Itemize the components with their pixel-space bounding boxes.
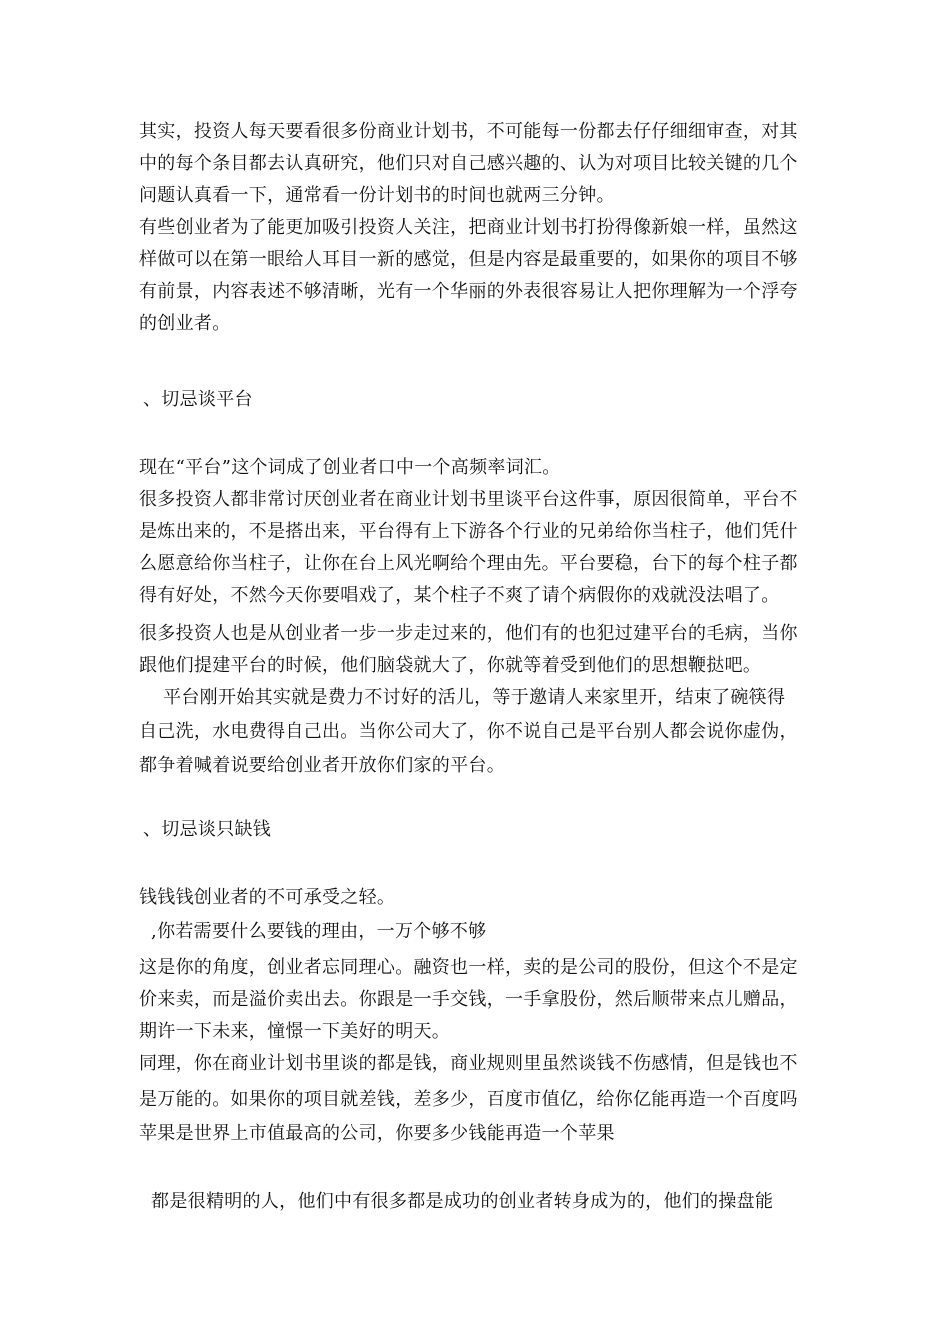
paragraph-line: 得有好处，不然今天你要唱戏了，某个柱子不爽了请个病假你的戏就没法唱了。: [139, 585, 780, 606]
paragraph-line: 期许一下未来，憧憬一下美好的明天。: [139, 1021, 451, 1042]
section-heading-platform: 、切忌谈平台: [143, 389, 253, 410]
paragraph-line: 都争着喊着说要给创业者开放你们家的平台。: [139, 755, 505, 776]
paragraph-line: 钱钱钱创业者的不可承受之轻。: [139, 887, 396, 908]
paragraph-line: 很多投资人都非常讨厌创业者在商业计划书里谈平台这件事，原因很简单，平台不: [139, 489, 798, 510]
paragraph-line: 有些创业者为了能更加吸引投资人关注，把商业计划书打扮得像新娘一样，虽然这: [139, 217, 798, 238]
paragraph-line: 跟他们提建平台的时候，他们脑袋就大了，你就等着受到他们的思想鞭挞吧。: [139, 655, 762, 676]
paragraph-line: 自己洗，水电费得自己出。当你公司大了，你不说自己是平台别人都会说你虚伪，: [139, 721, 798, 742]
paragraph-line: 这是你的角度，创业者忘同理心。融资也一样，卖的是公司的股份，但这个不是定: [139, 957, 798, 978]
paragraph-line: 苹果是世界上市值最高的公司，你要多少钱能再造一个苹果: [139, 1123, 615, 1144]
paragraph-line: 是万能的。如果你的项目就差钱，差多少，百度市值亿，给你亿能再造一个百度吗: [139, 1089, 798, 1110]
paragraph-line: 现在“平台”这个词成了创业者口中一个高频率词汇。: [139, 457, 561, 478]
paragraph-line: 么愿意给你当柱子，让你在台上风光啊给个理由先。平台要稳，台下的每个柱子都: [139, 553, 798, 574]
paragraph-line: 价来卖，而是溢价卖出去。你跟是一手交钱，一手拿股份，然后顺带来点儿赠品，: [139, 989, 798, 1010]
paragraph-line: 有前景，内容表述不够清晰，光有一个华丽的外表很容易让人把你理解为一个浮夸: [139, 281, 798, 302]
paragraph-line: 的创业者。: [139, 313, 231, 334]
paragraph-line: 很多投资人也是从创业者一步一步走过来的，他们有的也犯过建平台的毛病，当你: [139, 623, 798, 644]
paragraph-line: 其实，投资人每天要看很多份商业计划书，不可能每一份都去仔仔细细审查，对其: [139, 121, 798, 142]
paragraph-line: 样做可以在第一眼给人耳目一新的感觉，但是内容是最重要的，如果你的项目不够: [139, 249, 798, 270]
paragraph-line: 是炼出来的，不是搭出来，平台得有上下游各个行业的兄弟给你当柱子，他们凭什: [139, 521, 798, 542]
section-heading-money: 、切忌谈只缺钱: [143, 819, 272, 840]
paragraph-line: ,你若需要什么要钱的理由，一万个够不够: [139, 921, 487, 942]
paragraph-line: 同理，你在商业计划书里谈的都是钱，商业规则里虽然谈钱不伤感情，但是钱也不: [139, 1053, 798, 1074]
paragraph-line: 平台刚开始其实就是费力不讨好的活儿，等于邀请人来家里开，结束了碗筷得: [139, 687, 786, 708]
paragraph-line: 都是很精明的人，他们中有很多都是成功的创业者转身成为的，他们的操盘能: [139, 1191, 774, 1212]
paragraph-line: 中的每个条目都去认真研究，他们只对自己感兴趣的、认为对项目比较关键的几个: [139, 153, 798, 174]
paragraph-line: 问题认真看一下，通常看一份计划书的时间也就两三分钟。: [139, 185, 615, 206]
